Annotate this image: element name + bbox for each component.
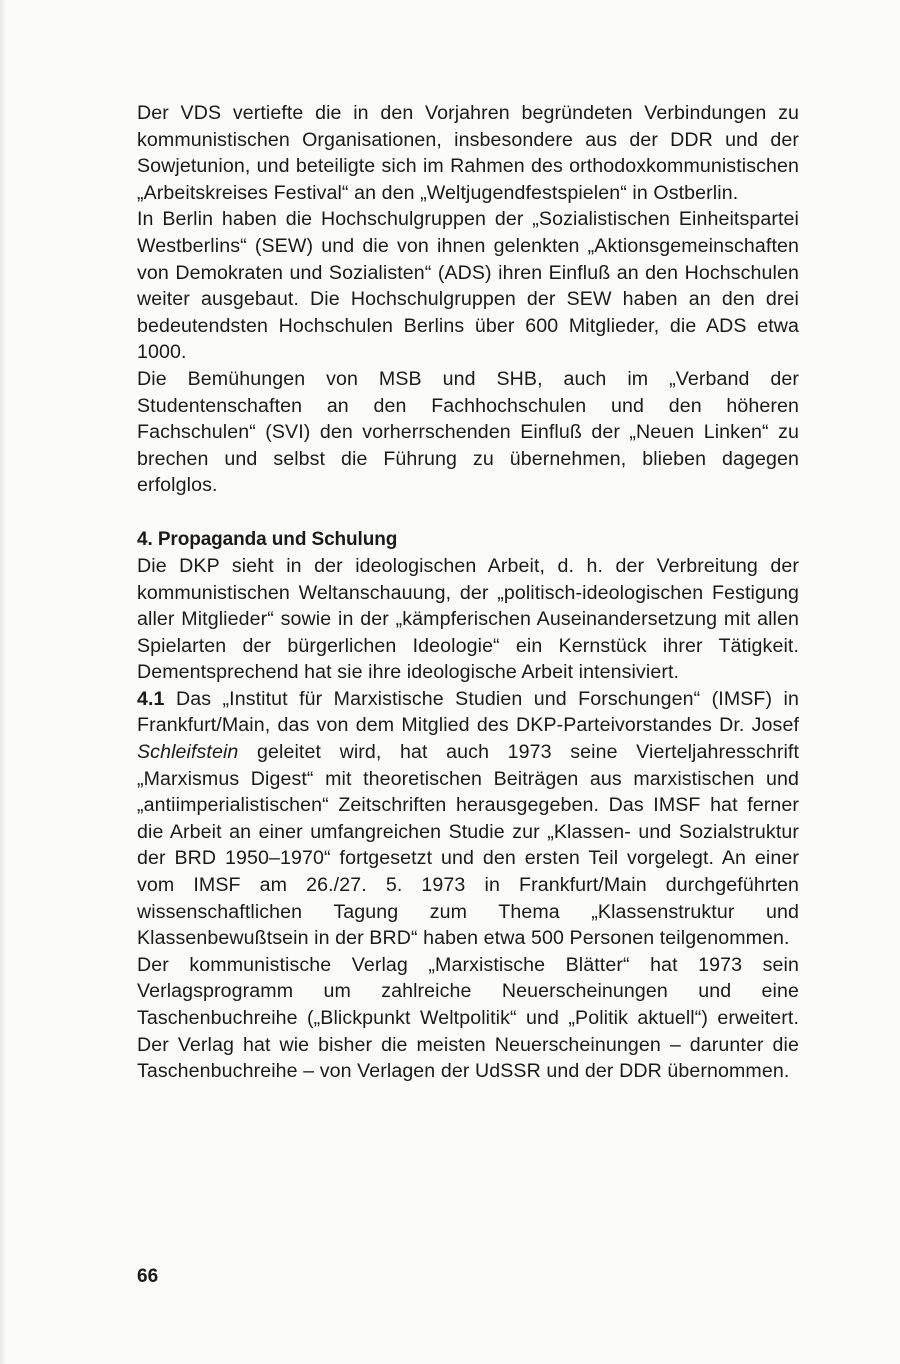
person-name-italic: Schleifstein [137, 741, 239, 764]
page-number: 66 [137, 1266, 159, 1287]
paragraph-verlag: Der kommunistische Verlag „Marxistische Blätter“ hat 1973 sein Verlagsprogramm um zahlreiche Neuerscheinungen und eine Taschenbuchreihe („Blickpunkt Weltpolitik“ und „Politik aktuell“) erweitert. Der Verlag hat wie bisher die meisten Neuerscheinungen – darunter die Taschenbuchreihe – von Verlagen der UdSSR und der DDR übernommen. [137, 953, 799, 1083]
paragraph-vds: Der VDS vertiefte die in den Vorjahren begründeten Verbindungen zu kommunistischen Organisationen, insbesondere aus der DDR und der Sowjetunion, und beteiligte sich im Rahmen des orthodoxkommunistischen „Arbeitskreises Festival“ an den „Weltjugendfestspielen“ in Ostberlin. [137, 102, 799, 204]
paragraph-section-4: Die DKP sieht in der ideologischen Arbeit, d. h. der Verbreitung der kommunistischen Weltanschauung, der „politisch-ideologischen Festigung aller Mitglieder“ sowie in der „kämpferischen Auseinandersetzung mit allen Spielarten der bürgerlichen Ideologie“ ein Kernstück ihrer Tätigkeit. Dementsprechend hat sie ihre ideologische Arbeit intensiviert. [137, 554, 799, 684]
document-page [137, 100, 799, 1085]
paragraph-section-4-1 [137, 686, 799, 952]
section-4-1-text-part1: Das „Institut für Marxistische Studien und Forschungen“ (IMSF) in Frankfurt/Main, das von dem Mitglied des DKP-Parteivorstandes Dr. Josef [137, 687, 799, 737]
page-edge-shadow [0, 0, 6, 1364]
section-heading-4: 4. Propaganda und Schulung [137, 528, 398, 550]
paragraph-berlin: In Berlin haben die Hochschulgruppen der „Sozialistischen Einheitspartei Westberlins“ (SEW) und die von ihnen gelenkten „Aktionsgemeinschaften von Demokraten und Sozialisten“ (ADS) ihren Einfluß an den Hochschulen weiter ausgebaut. Die Hochschulgruppen der SEW haben an den drei bedeutendsten Hochschulen Berlins über 600 Mitglieder, die ADS etwa 1000. [137, 208, 799, 364]
section-4-1-text-part2: geleitet wird, hat auch 1973 seine Vierteljahresschrift „Marxismus Digest“ mit theoretischen Beiträgen aus marxistischen und „antiimperialistischen“ Zeitschriften herausgegeben. Das IMSF hat ferner die Arbeit an einer umfangreichen Studie zur „Klassen- und Sozialstruktur der BRD 1950–1970“ fortgesetzt und den ersten Teil vorgelegt. An einer vom IMSF am 26./27. 5. 1973 in Frankfurt/Main durchgeführten wissenschaftlichen Tagung zum Thema „Klassenstruktur und Klassenbewußtsein in der BRD“ haben etwa 500 Personen teilgenommen. [137, 741, 799, 950]
paragraph-msb-shb: Die Bemühungen von MSB und SHB, auch im „Verband der Studentenschaften an den Fachhochschulen und den höheren Fachschulen“ (SVI) den vorherrschenden Einfluß der „Neuen Linken“ zu brechen und selbst die Führung zu übernehmen, blieben dagegen erfolglos. [137, 367, 799, 497]
section-number-4-1: 4.1 [137, 687, 165, 710]
